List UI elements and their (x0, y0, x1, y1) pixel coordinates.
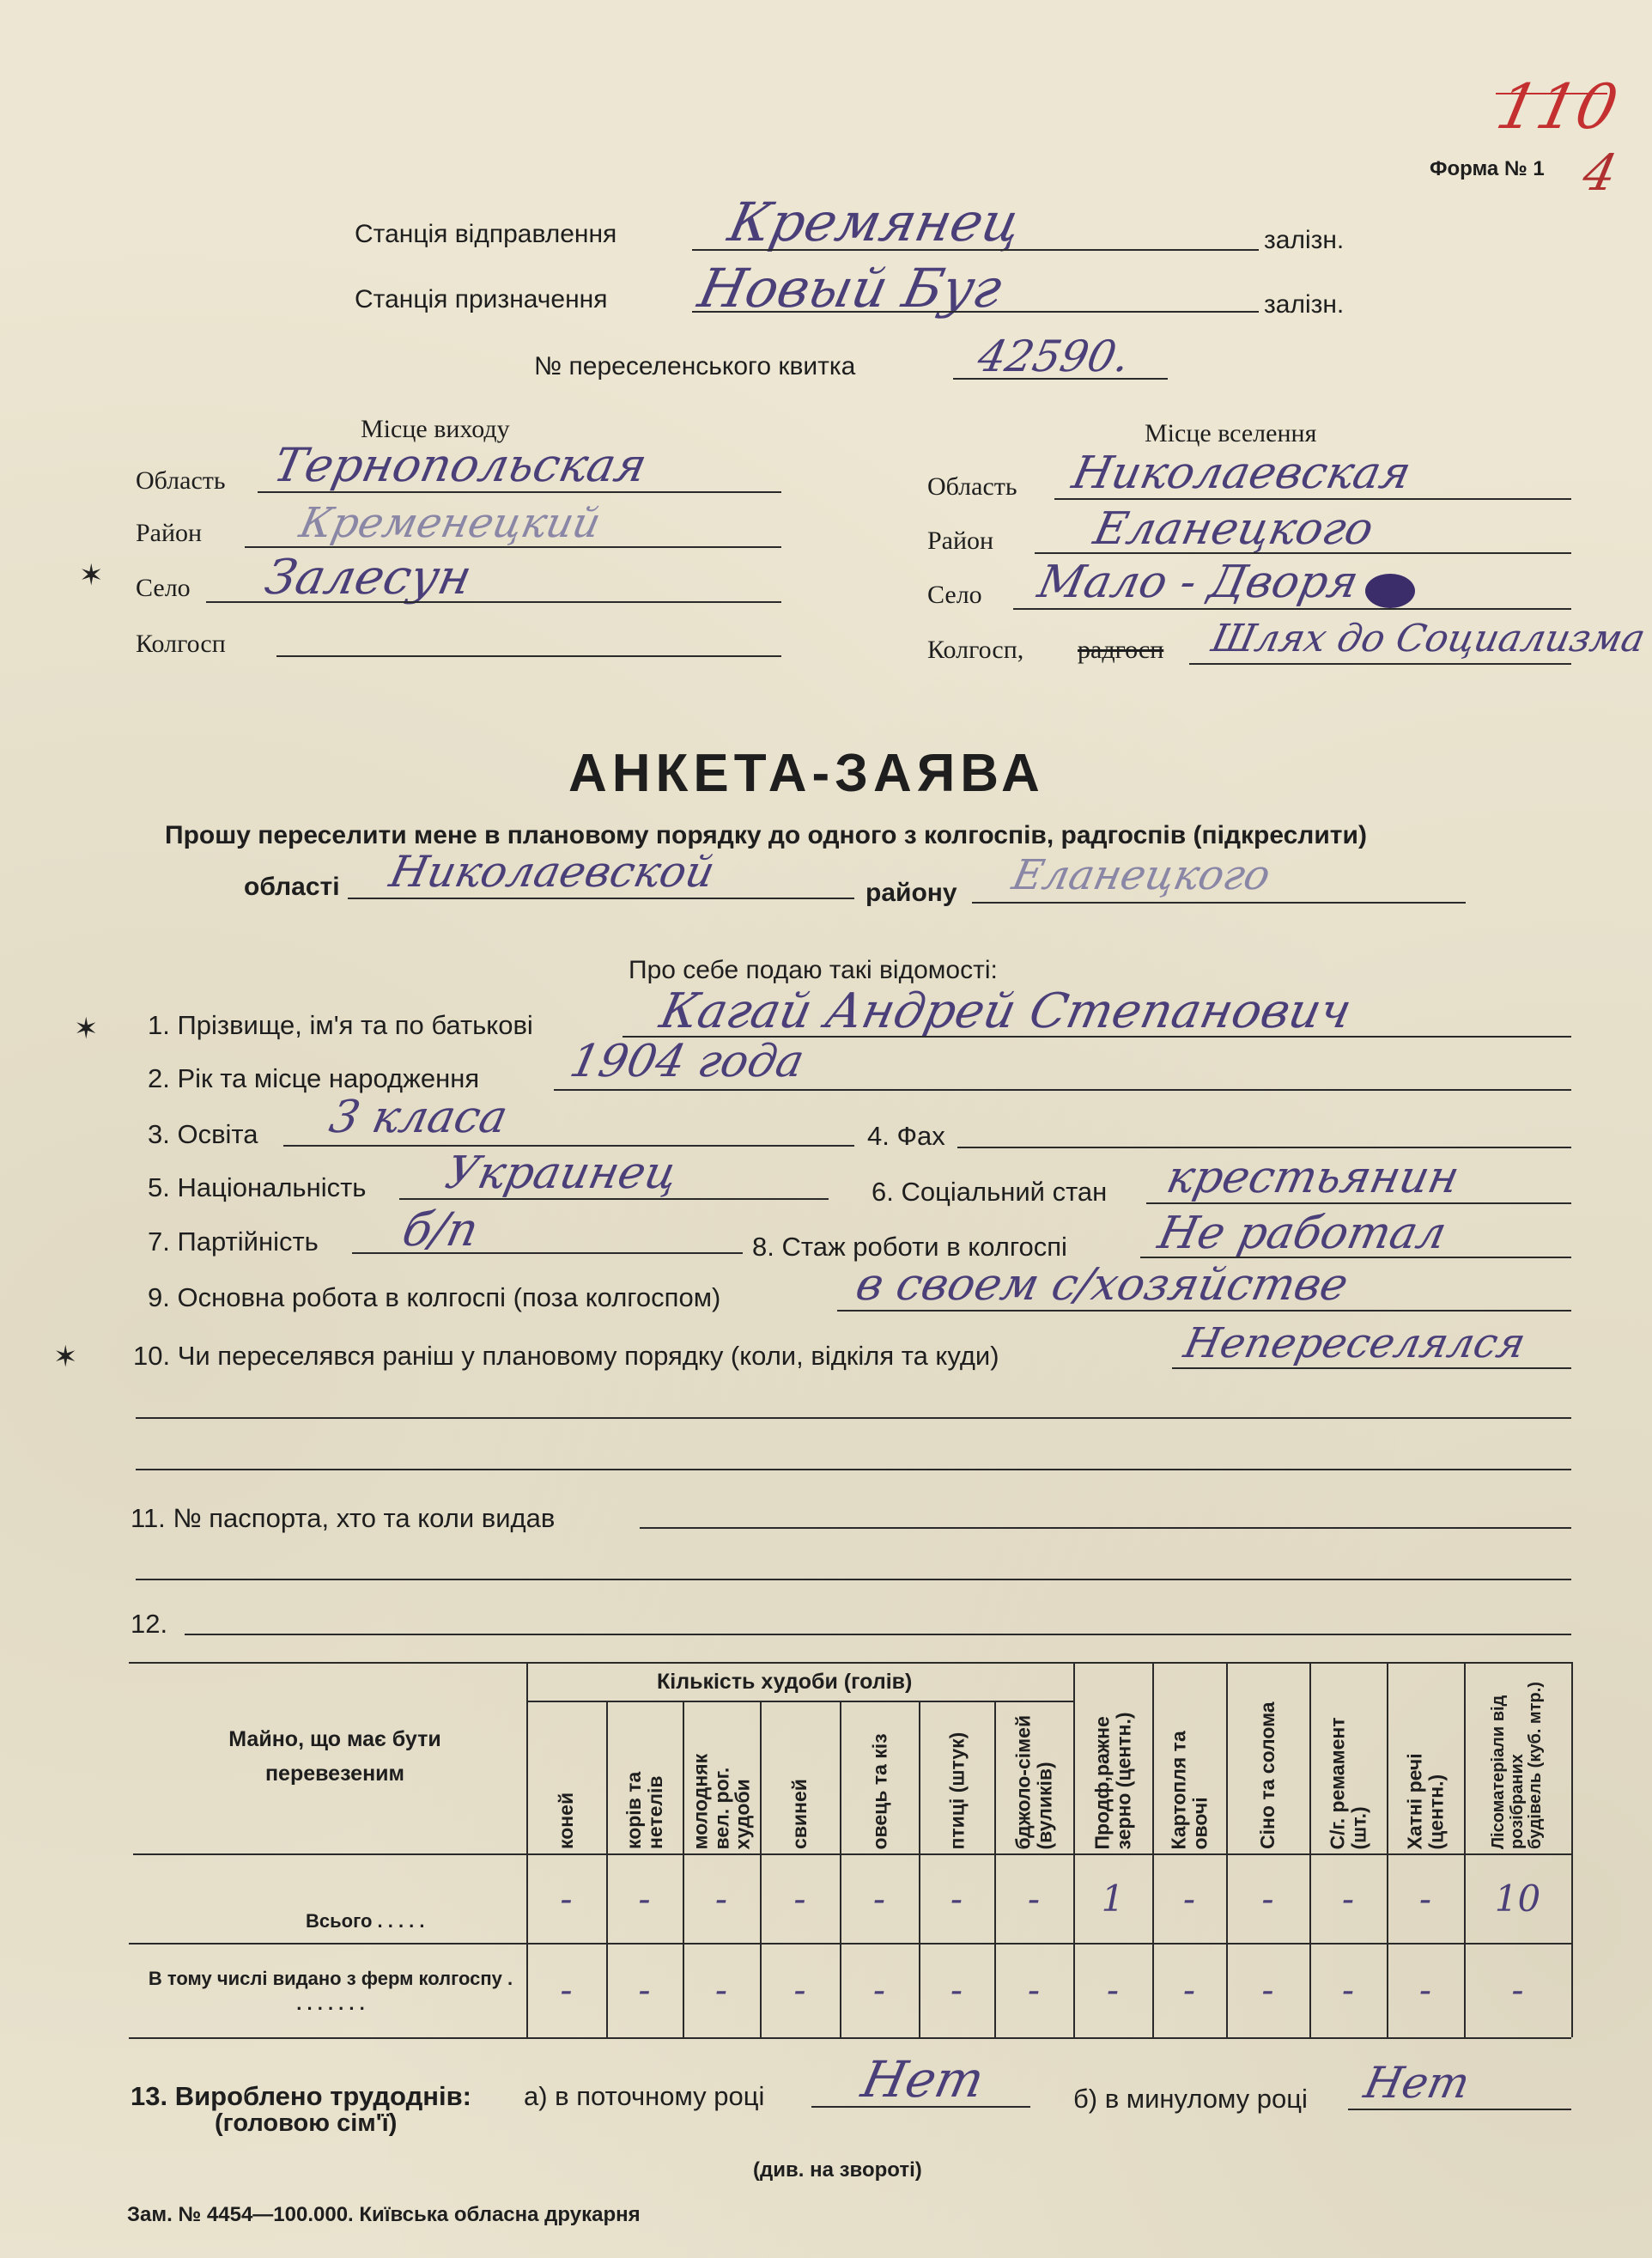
table-farm-cell: - (1027, 1969, 1041, 2011)
field-5-value: Украинец (440, 1147, 683, 1199)
destination-station-line (692, 311, 1259, 313)
destination-oblast-label: Область (927, 472, 1017, 501)
table-farm-cell: - (638, 1969, 651, 2011)
field-2-label: 2. Рік та місце народження (148, 1063, 480, 1093)
form-number-handwritten: 4 (1577, 143, 1623, 202)
table-bottom-border (129, 2037, 1571, 2039)
ticket-line (953, 378, 1168, 380)
table-farm-cell: - (714, 1969, 728, 2011)
ticket-label: № переселенського квитка (534, 352, 856, 380)
field-7-line (352, 1252, 743, 1254)
field-9-label: 9. Основна робота в колгоспі (поза колгоспом) (148, 1282, 721, 1312)
field-2-value: 1904 года (565, 1036, 809, 1087)
table-column-header: Хатні речі (центн.) (1403, 1752, 1447, 1849)
field-3-line (283, 1145, 854, 1147)
origin-selo-value: Залесун (260, 550, 477, 606)
table-column-header: корів та нетелів (622, 1771, 666, 1849)
destination-title: Місце вселення (1145, 419, 1317, 447)
departure-rail-suffix: залізн. (1264, 226, 1345, 254)
destination-station-value: Новый Буг (693, 257, 1008, 320)
table-total-cell: - (714, 1878, 728, 1920)
archive-number-underline (1496, 93, 1607, 94)
table-column-divider (1387, 1662, 1388, 2037)
row-total-label: Всього . . . . . (306, 1910, 425, 1932)
table-farm-cell: - (560, 1969, 573, 2011)
workdays-current-line (811, 2106, 1030, 2108)
property-header: Майно, що має бути перевезеним (228, 1727, 441, 1786)
form-title: АНКЕТА-ЗАЯВА (568, 744, 1045, 803)
origin-kolhosp-line (276, 655, 781, 657)
field-10-continuation-2 (136, 1469, 1571, 1470)
field-11-label: 11. № паспорта, хто та коли видав (131, 1503, 556, 1533)
table-first-column-divider (526, 1662, 528, 2037)
origin-oblast-line (258, 491, 781, 493)
table-column-divider (1571, 1662, 1573, 2037)
table-farm-cell: - (1261, 1969, 1274, 2011)
destination-kolhosp-line (1189, 663, 1571, 665)
destination-selo-label: Село (927, 581, 982, 609)
table-farm-cell: - (1418, 1969, 1432, 2011)
table-column-header: Картопля та овочі (1167, 1730, 1211, 1849)
request-rayon-line (972, 902, 1466, 904)
table-total-cell: - (1027, 1878, 1041, 1920)
table-total-cell: 10 (1494, 1878, 1541, 1920)
destination-kolhosp-label: Колгосп, (927, 636, 1024, 664)
table-total-cell: - (1261, 1878, 1274, 1920)
table-column-divider (683, 1701, 684, 2037)
field-3-value: 3 класа (325, 1092, 513, 1143)
workdays-previous-value: Нет (1359, 2058, 1474, 2108)
table-farm-cell: - (872, 1969, 886, 2011)
table-column-header: Сіно та солома (1256, 1701, 1279, 1849)
field-11-line (640, 1527, 1571, 1529)
table-column-header: бджоло-сімей (вуликів) (1011, 1714, 1055, 1849)
table-top-border (129, 1662, 1571, 1664)
departure-station-line (692, 249, 1259, 251)
margin-mark-3: ✶ (53, 1342, 78, 1373)
request-text: Прошу переселити мене в плановому порядку до одного з колгоспів, радгоспів (підкреслити) (165, 821, 1367, 849)
table-total-cell: - (793, 1878, 806, 1920)
table-column-divider (1152, 1662, 1154, 2037)
field-10-label: 10. Чи переселявся раніш у плановому порядку (коли, відкіля та куди) (133, 1341, 999, 1371)
printer-note: Зам. № 4454—100.000. Київська обласна друкарня (127, 2203, 641, 2226)
margin-mark-1: ✶ (79, 560, 104, 592)
destination-selo-value: Мало - Дворя (1033, 557, 1364, 608)
field-11-continuation (136, 1579, 1571, 1580)
field-1-label: 1. Прізвище, ім'я та по батькові (148, 1010, 533, 1040)
ink-blot (1365, 574, 1415, 608)
ticket-number-value: 42590. (973, 332, 1135, 381)
origin-kolhosp-label: Колгосп (136, 630, 226, 658)
workdays-current-value: Нет (856, 2050, 990, 2109)
destination-rail-suffix: залізн. (1264, 290, 1345, 319)
table-column-header: Лісоматеріали від розібраних будівель (куб. мтр.) (1489, 1682, 1546, 1849)
field-4-line (957, 1147, 1571, 1148)
field-10-continuation-1 (136, 1417, 1571, 1419)
table-column-header: свиней (788, 1779, 811, 1849)
table-total-cell: - (1341, 1878, 1355, 1920)
field-10-value: Непереселялся (1180, 1319, 1530, 1367)
field-8-value: Не работал (1153, 1208, 1451, 1259)
field-1-value: Кагай Андрей Степанович (655, 983, 1357, 1039)
field-9-line (837, 1310, 1571, 1312)
origin-rayon-line (245, 546, 781, 548)
table-total-cell: - (950, 1878, 963, 1920)
table-total-cell: - (638, 1878, 651, 1920)
field-6-line (1146, 1202, 1571, 1204)
info-intro: Про себе подаю такі відомості: (629, 956, 998, 984)
see-reverse-note: (див. на звороті) (753, 2158, 922, 2182)
table-column-divider (1464, 1662, 1466, 2037)
departure-station-label: Станція відправлення (355, 220, 617, 248)
table-column-divider (840, 1701, 841, 2037)
table-column-divider (1309, 1662, 1311, 2037)
table-farm-cell: - (1106, 1969, 1120, 2011)
table-column-divider (1073, 1662, 1075, 2037)
table-header-bottom (133, 1853, 1571, 1855)
destination-oblast-value: Николаевская (1067, 447, 1416, 499)
table-column-divider (606, 1701, 608, 2037)
field-7-label: 7. Партійність (148, 1226, 319, 1257)
workdays-sub-label: (головою сім'ї) (215, 2109, 398, 2137)
table-total-cell: - (560, 1878, 573, 1920)
origin-rayon-label: Район (136, 519, 203, 547)
table-column-header: овець та кіз (867, 1732, 890, 1849)
field-3-label: 3. Освіта (148, 1119, 258, 1149)
departure-station-value: Кремянец (723, 191, 1027, 253)
destination-selo-line (1013, 608, 1571, 610)
form-label: Форма № 1 (1430, 157, 1545, 180)
table-farm-cell: - (1182, 1969, 1196, 2011)
livestock-header: Кількість худоби (голів) (657, 1670, 913, 1694)
table-total-cell: 1 (1101, 1878, 1125, 1920)
field-8-line (1140, 1257, 1571, 1258)
row-farm-label: В тому числі видано з ферм колгоспу . . . . . . . . (148, 1968, 513, 2014)
destination-radhosp-label: радгосп (1078, 636, 1164, 664)
workdays-current-label: а) в поточному році (524, 2081, 765, 2111)
field-4-label: 4. Фах (867, 1121, 945, 1151)
table-farm-cell: - (1341, 1969, 1355, 2011)
margin-mark-2: ✶ (74, 1013, 99, 1045)
field-9-value: в своем с/хозяйстве (851, 1259, 1353, 1311)
field-12-line (185, 1634, 1571, 1635)
table-column-header: птиці (штук) (944, 1732, 968, 1849)
table-total-cell: - (1182, 1878, 1196, 1920)
destination-rayon-line (1035, 552, 1571, 554)
field-6-label: 6. Соціальний стан (872, 1177, 1108, 1207)
table-column-header: коней (555, 1792, 578, 1849)
origin-selo-line (206, 601, 781, 603)
destination-station-label: Станція призначення (355, 285, 608, 313)
request-oblast-line (348, 898, 854, 899)
destination-kolhosp-value: Шлях до Социализма (1207, 617, 1649, 660)
field-10-line (1172, 1367, 1571, 1369)
field-8-label: 8. Стаж роботи в колгоспі (752, 1232, 1067, 1262)
table-column-header: молодняк вел. рог. худоби (688, 1753, 754, 1849)
table-column-divider (994, 1701, 996, 2037)
table-column-divider (760, 1701, 762, 2037)
request-rayon-value: Еланецкого (1008, 851, 1275, 899)
workdays-previous-label: б) в минулому році (1073, 2084, 1308, 2114)
table-total-row-bottom (129, 1943, 1571, 1945)
request-oblast-value: Николаевской (385, 847, 720, 897)
field-7-value: б/п (398, 1202, 483, 1257)
request-rayon-label: району (865, 879, 957, 907)
destination-rayon-label: Район (927, 526, 994, 555)
origin-oblast-label: Область (136, 466, 226, 495)
workdays-previous-line (1348, 2109, 1571, 2110)
table-farm-cell: - (950, 1969, 963, 2011)
origin-rayon-value: Кременецкий (295, 499, 605, 547)
origin-oblast-value: Тернопольская (269, 438, 652, 492)
archive-number: 110 (1491, 70, 1625, 143)
table-total-cell: - (872, 1878, 886, 1920)
table-farm-cell: - (793, 1969, 806, 2011)
table-column-header: Продф,ражне зерно (центн.) (1090, 1712, 1134, 1849)
field-5-line (399, 1198, 829, 1200)
table-column-divider (919, 1701, 920, 2037)
table-column-divider (1226, 1662, 1228, 2037)
table-farm-cell: - (1511, 1969, 1524, 2011)
request-oblast-label: області (244, 873, 340, 901)
table-total-cell: - (1418, 1878, 1432, 1920)
field-6-value: крестьянин (1162, 1152, 1464, 1203)
field-5-label: 5. Національність (148, 1172, 367, 1202)
destination-rayon-value: Еланецкого (1089, 503, 1378, 555)
field-12-label: 12. (131, 1609, 168, 1639)
field-2-line (554, 1089, 1571, 1091)
origin-selo-label: Село (136, 574, 191, 602)
table-column-header: С/г. ремамент (шт.) (1326, 1716, 1370, 1849)
workdays-label: 13. Вироблено трудоднів: (131, 2081, 471, 2111)
table-livestock-divider (528, 1701, 1073, 1702)
destination-oblast-line (1054, 498, 1571, 500)
origin-title: Місце виходу (361, 415, 510, 443)
